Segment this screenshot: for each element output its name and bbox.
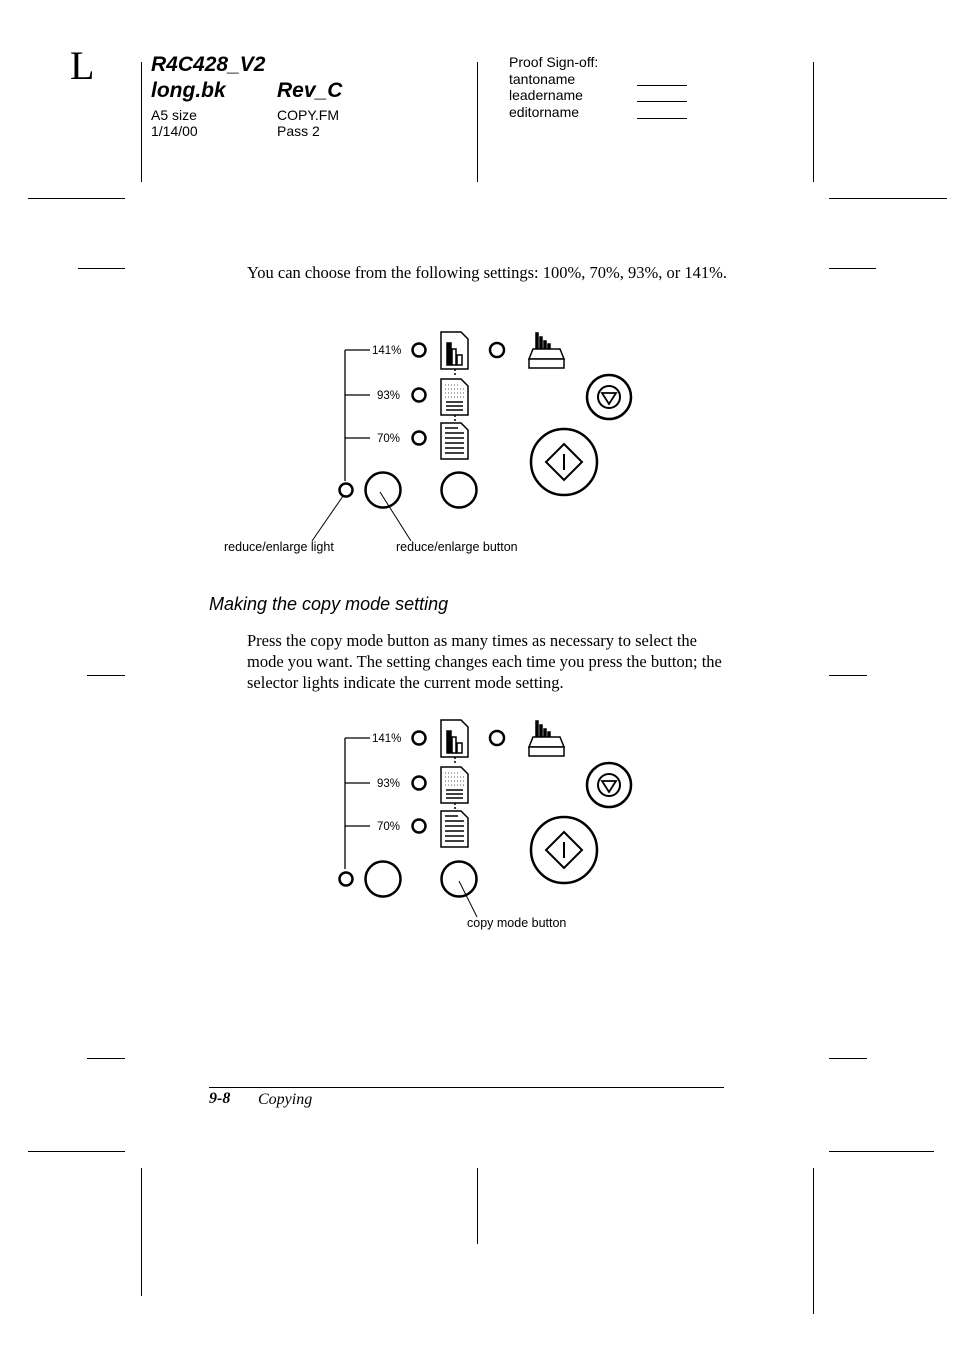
header-file: COPY.FM: [277, 107, 339, 123]
setting-light-141: [413, 344, 426, 357]
setting-label: 70%: [377, 433, 401, 445]
paragraph-settings: You can choose from the following settings: 100%, 70%, 93%, or 141%.: [247, 263, 727, 282]
paragraph-copy-mode: Press the copy mode button as many times as necessary to select the mode you want. The setting changes each time you press the button; the selector lights indicate the current mode setting.: [247, 631, 722, 692]
document-text-icon: [441, 423, 468, 459]
signoff-line: [637, 118, 687, 119]
setting-label: 93%: [377, 390, 401, 402]
signoff-name: tantoname: [509, 71, 576, 87]
callout-reduce-enlarge-light: reduce/enlarge light: [224, 540, 334, 554]
header-title-line2: long.bk: [151, 79, 226, 102]
header-date: 1/14/00: [151, 123, 198, 139]
section-title: Making the copy mode setting: [209, 594, 449, 614]
document-text-icon: [441, 811, 468, 847]
signoff-name: editorname: [509, 104, 580, 120]
setting-label: 141%: [372, 345, 402, 357]
callout-copy-mode-button: copy mode button: [467, 916, 567, 930]
chapter-name: Copying: [258, 1091, 313, 1108]
control-panel-diagram-reduce: [200, 325, 660, 560]
signoff-line: [637, 101, 687, 102]
stop-button: [587, 763, 631, 807]
signoff-title: Proof Sign-off:: [509, 54, 599, 70]
document-halftone-icon: [441, 767, 468, 803]
document-photo-icon: [441, 332, 468, 369]
start-button: [531, 429, 597, 495]
start-button: [531, 817, 597, 883]
document-photo-icon: [441, 720, 468, 757]
callout-line: [312, 496, 343, 541]
setting-light-70: [413, 432, 426, 445]
reduce-enlarge-button: [366, 473, 401, 508]
header-revision: Rev_C: [277, 79, 343, 102]
copy-mode-button: [442, 473, 477, 508]
stop-button: [587, 375, 631, 419]
header-pass: Pass 2: [277, 123, 320, 139]
reduce-enlarge-light: [340, 873, 353, 886]
setting-light-141: [413, 732, 426, 745]
control-panel-diagram-copy-mode: [200, 714, 660, 949]
reduce-enlarge-light: [340, 484, 353, 497]
signoff-line: [637, 85, 687, 86]
callout-reduce-enlarge-button: reduce/enlarge button: [396, 540, 518, 554]
setting-label: 93%: [377, 778, 401, 790]
footer-rule: [209, 1087, 724, 1088]
side-letter: L: [70, 43, 95, 88]
header-size: A5 size: [151, 107, 197, 123]
printer-icon: [529, 333, 564, 368]
reduce-enlarge-button: [366, 862, 401, 897]
page-number: 9-8: [209, 1090, 231, 1107]
document-halftone-icon: [441, 379, 468, 415]
setting-label: 141%: [372, 733, 402, 745]
printer-icon: [529, 721, 564, 756]
setting-light-70: [413, 820, 426, 833]
copy-light: [490, 731, 504, 745]
setting-light-93: [413, 777, 426, 790]
copy-mode-button: [442, 862, 477, 897]
setting-light-93: [413, 389, 426, 402]
setting-label: 70%: [377, 821, 401, 833]
copy-light: [490, 343, 504, 357]
header-title-line1: R4C428_V2: [151, 53, 266, 76]
signoff-name: leadername: [509, 87, 583, 103]
